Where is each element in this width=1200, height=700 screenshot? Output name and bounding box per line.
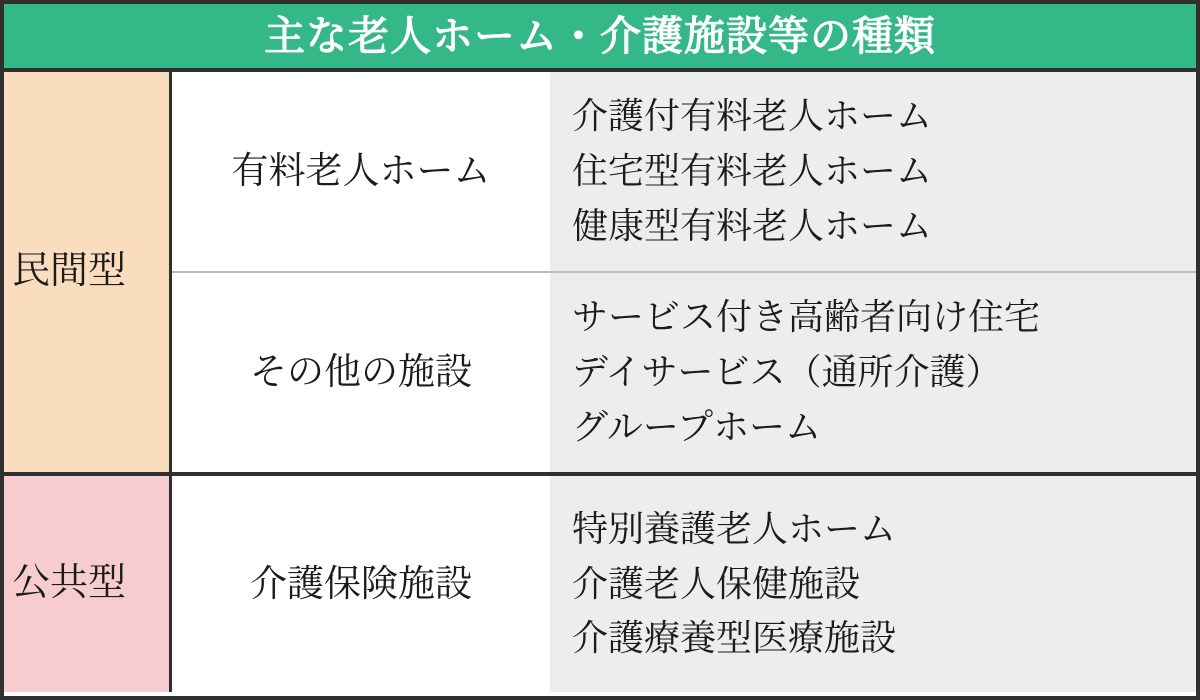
row-items-cell: [550, 476, 1196, 692]
group-label-public: [4, 476, 172, 692]
list-item: 介護療養型医療施設: [572, 617, 897, 659]
table-group-public: [4, 476, 1196, 692]
group-rows-private: [172, 72, 1196, 472]
row-items-cell: [550, 72, 1196, 271]
group-label-private: [4, 72, 172, 472]
group-label-private-text: 民間型: [12, 250, 127, 293]
table-row: [172, 72, 1196, 273]
page-title: 主な老人ホーム・介護施設等の種類: [264, 12, 936, 59]
table-body: [4, 72, 1196, 696]
group-label-public-text: 公共型: [12, 562, 127, 605]
table-title-bar: [4, 4, 1196, 72]
row-category-cell: [172, 72, 550, 271]
list-item: 介護付有料老人ホーム: [572, 95, 933, 137]
row-category-cell: [172, 273, 550, 472]
list-item: 特別養護老人ホーム: [572, 507, 897, 549]
list-item: 健康型有料老人ホーム: [572, 204, 933, 246]
table-row: [172, 476, 1196, 692]
list-item: 住宅型有料老人ホーム: [572, 150, 933, 192]
row-category-label: 介護保険施設: [250, 562, 472, 604]
list-item: デイサービス（通所介護）: [572, 351, 1002, 393]
row-category-label: その他の施設: [250, 351, 472, 393]
row-items-cell: [550, 273, 1196, 472]
group-rows-public: [172, 476, 1196, 692]
row-category-label: 有料老人ホーム: [231, 150, 491, 192]
list-item: グループホーム: [572, 405, 822, 447]
row-category-cell: [172, 476, 550, 692]
table-group-private: [4, 72, 1196, 476]
list-item: 介護老人保健施設: [572, 562, 861, 604]
table-row: [172, 273, 1196, 472]
list-item: サービス付き高齢者向け住宅: [572, 296, 1041, 338]
